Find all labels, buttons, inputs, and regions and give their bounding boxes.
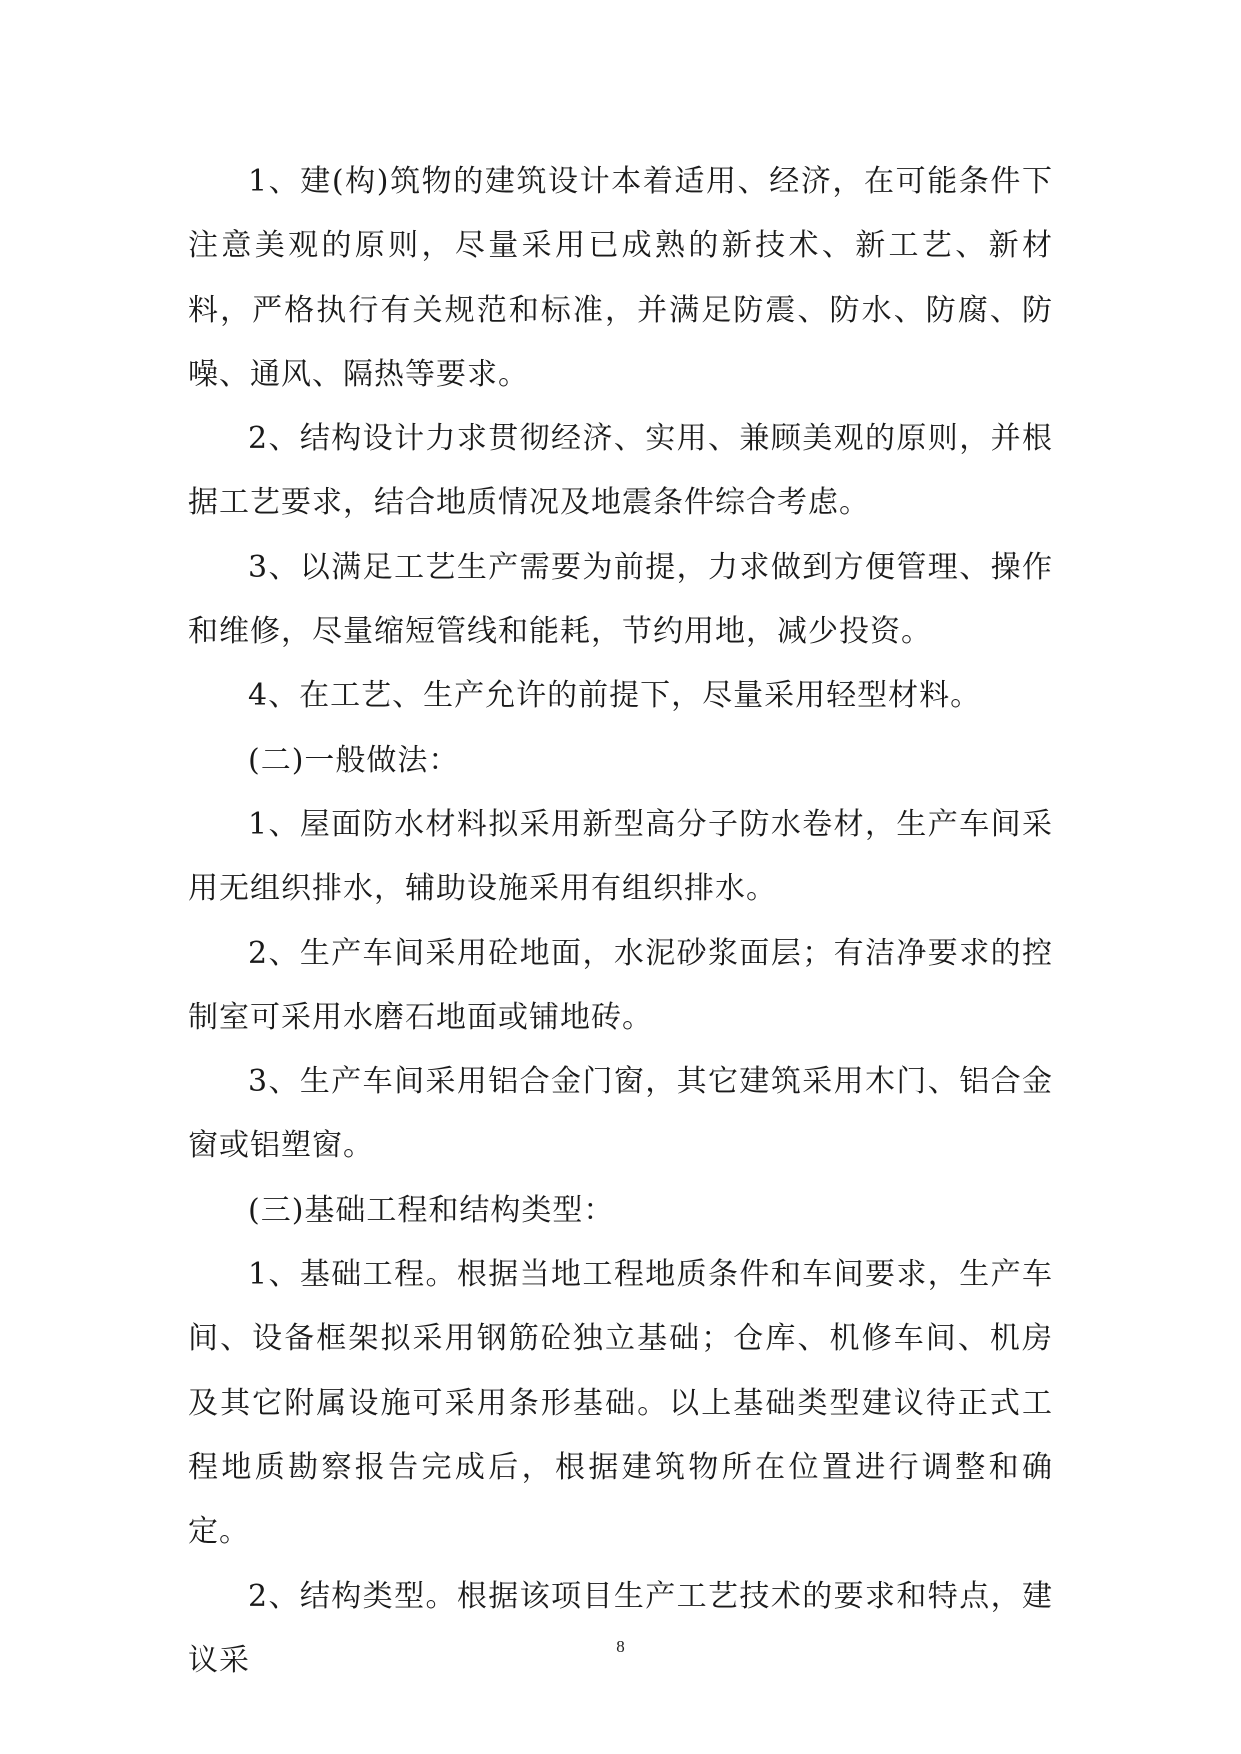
paragraph-design-principles: 1、建(构)筑物的建筑设计本着适用、经济，在可能条件下注意美观的原则，尽量采用已成熟的新技术、新工艺、新材料，严格执行有关规范和标准，并满足防震、防水、防腐、防噪、通风、隔热等要求。 (188, 164, 1053, 392)
paragraph-structure-type: 2、结构类型。根据该项目生产工艺技术的要求和特点，建议采 (188, 1578, 1053, 1678)
section-heading-foundation-structure: (三)基础工程和结构类型： (248, 1192, 615, 1228)
section-heading-general-methods: (二)一般做法： (248, 742, 460, 778)
body-text (188, 150, 1053, 1693)
paragraph-lightweight-materials: 4、在工艺、生产允许的前提下，尽量采用轻型材料。 (248, 678, 982, 714)
paragraph-foundation-works: 1、基础工程。根据当地工程地质条件和车间要求，生产车间、设备框架拟采用钢筋砼独立基础；仓库、机修车间、机房及其它附属设施可采用条形基础。以上基础类型建议待正式工程地质勘察报告完成后，根据建筑物所在位置进行调整和确定。 (188, 1257, 1053, 1550)
paragraph-floors: 2、生产车间采用砼地面，水泥砂浆面层；有洁净要求的控制室可采用水磨石地面或铺地砖。 (188, 935, 1053, 1035)
paragraph-roof-waterproofing: 1、屋面防水材料拟采用新型高分子防水卷材，生产车间采用无组织排水，辅助设施采用有组织排水。 (188, 806, 1053, 907)
page-number: 8 (616, 1637, 625, 1656)
paragraph-structural-design: 2、结构设计力求贯彻经济、实用、兼顾美观的原则，并根据工艺要求，结合地质情况及地震条件综合考虑。 (188, 421, 1053, 521)
paragraph-doors-windows: 3、生产车间采用铝合金门窗，其它建筑采用木门、铝合金窗或铝塑窗。 (188, 1064, 1053, 1164)
paragraph-process-priority: 3、以满足工艺生产需要为前提，力求做到方便管理、操作和维修，尽量缩短管线和能耗，节约用地，减少投资。 (188, 549, 1053, 650)
